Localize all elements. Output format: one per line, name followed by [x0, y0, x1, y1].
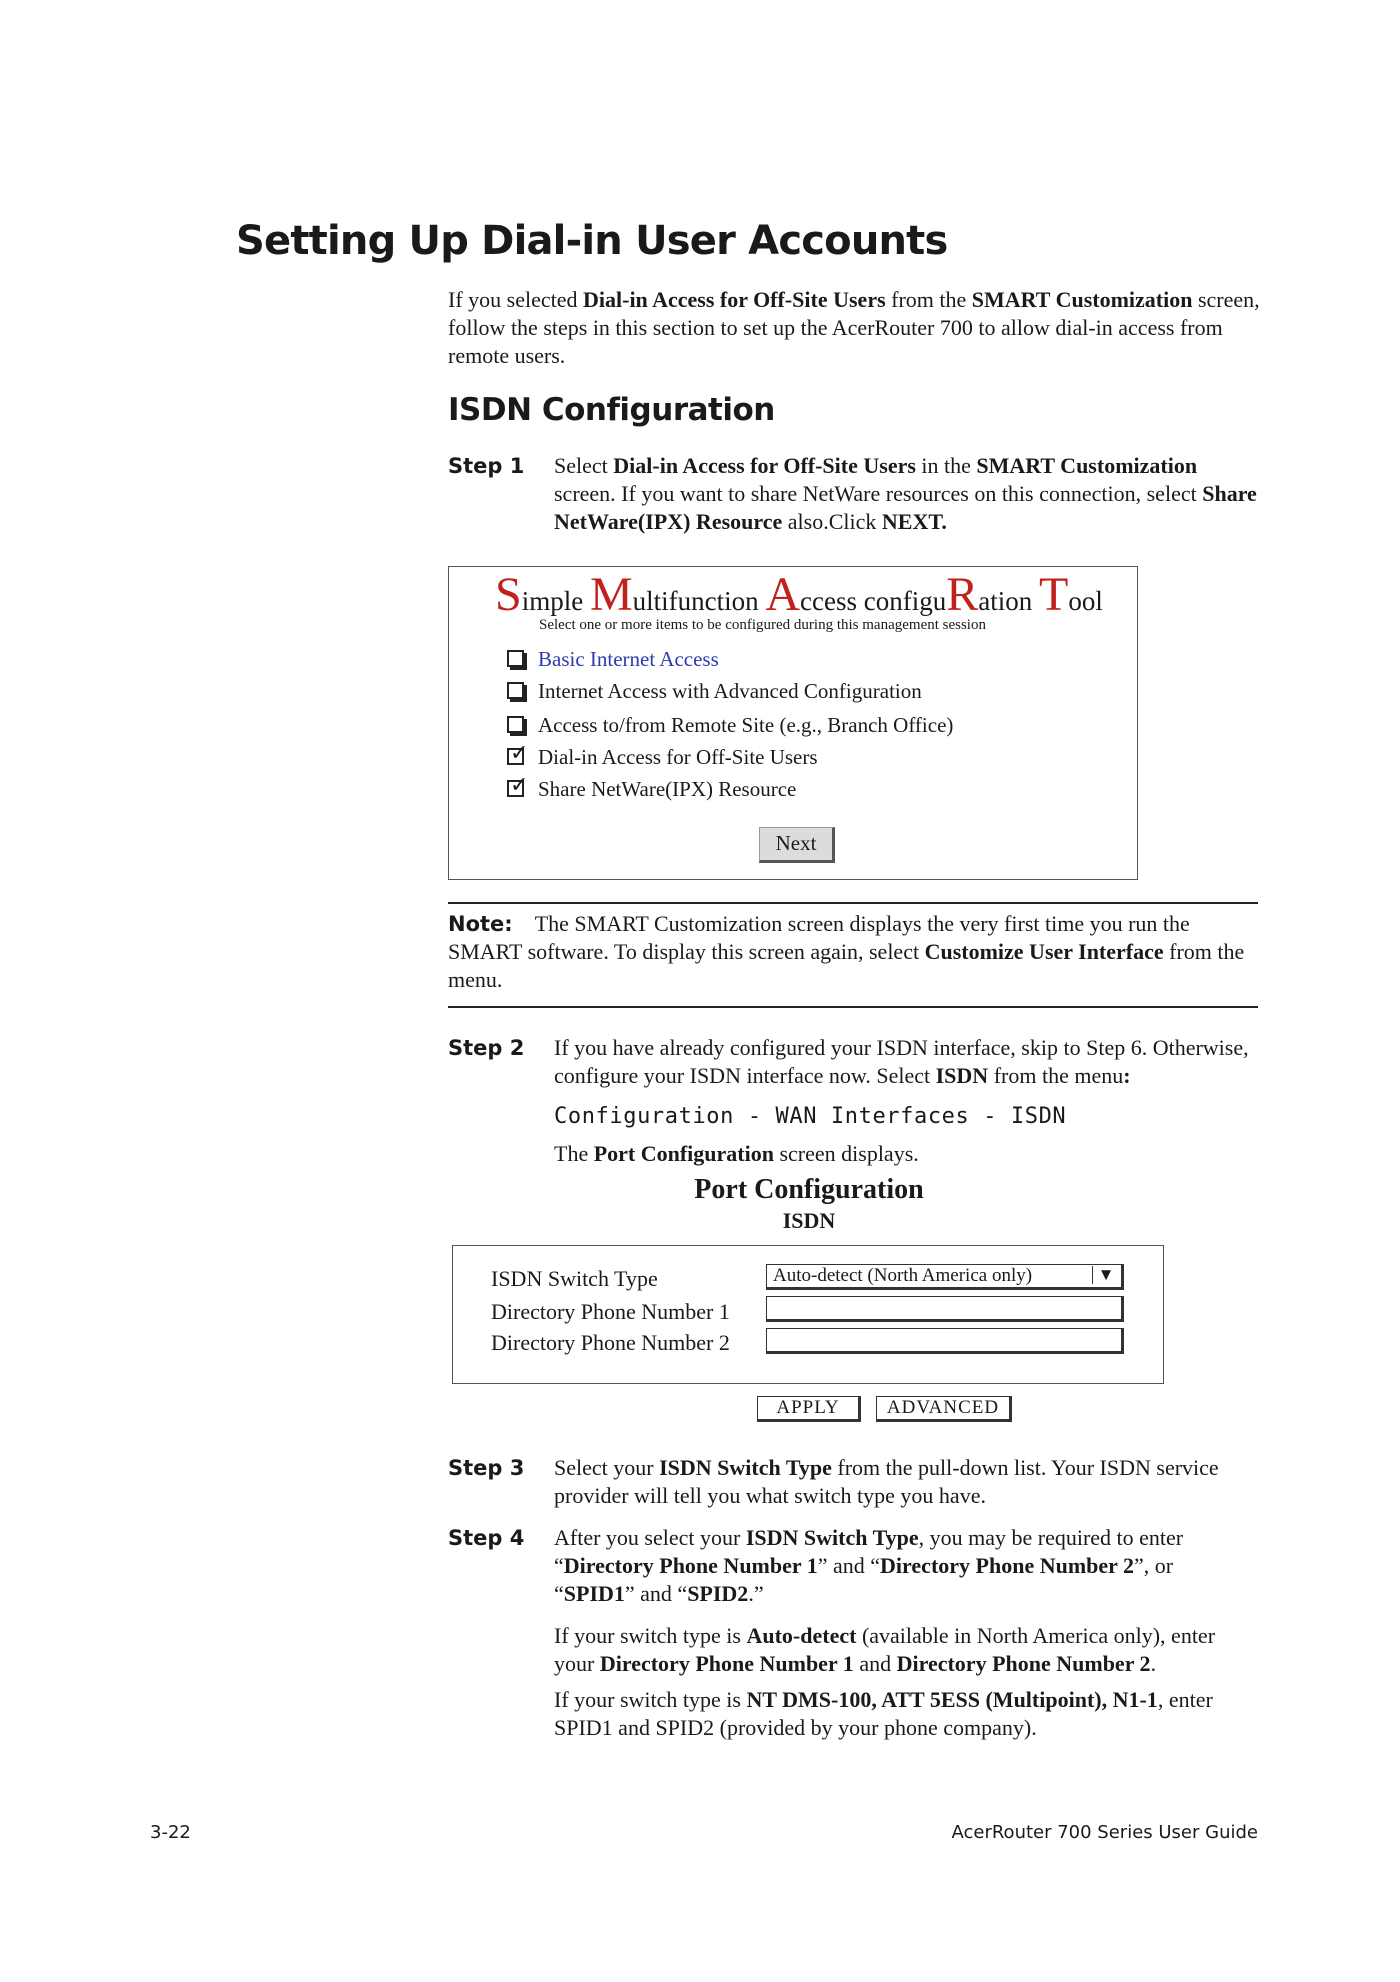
- port-config-displays-text: The Port Configuration screen displays.: [554, 1141, 919, 1166]
- port-config-title: Port Configuration: [694, 1174, 924, 1205]
- step4-text: After you select your ISDN Switch Type, you may be required to enter “Directory Phone Number 1” and “Directory Phone Number 2”, or “SPID1” and “SPID2.”: [554, 1525, 1184, 1606]
- menu-path: Configuration - WAN Interfaces - ISDN: [554, 1104, 1067, 1129]
- checkbox-unchecked-icon[interactable]: [507, 716, 524, 733]
- step3-label: Step 3: [448, 1456, 525, 1480]
- guide-title: AcerRouter 700 Series User Guide: [951, 1822, 1258, 1843]
- switch-type-value: Auto-detect (North America only): [773, 1265, 1033, 1286]
- note-top-rule: [448, 902, 1258, 904]
- isdn-switch-type-select[interactable]: [766, 1264, 1124, 1290]
- checkbox-checked-icon[interactable]: ✓: [507, 748, 524, 765]
- phone2-label: Directory Phone Number 2: [491, 1330, 730, 1355]
- phone1-label: Directory Phone Number 1: [491, 1299, 730, 1324]
- apply-button[interactable]: APPLY: [757, 1396, 861, 1422]
- step1-text: Select Dial-in Access for Off-Site Users in the SMART Customization screen. If you want to share NetWare resources on this connection, select Share NetWare(IPX) Resource also.Click NEXT.: [554, 453, 1257, 534]
- step3-text: Select your ISDN Switch Type from the pull-down list. Your ISDN service provider will tell you what switch type you have.: [554, 1455, 1219, 1508]
- checkbox-checked-icon[interactable]: ✓: [507, 780, 524, 797]
- port-config-subtitle: ISDN: [782, 1208, 836, 1233]
- option-remote-site[interactable]: Access to/from Remote Site (e.g., Branch Office): [507, 713, 953, 738]
- intro-paragraph: If you selected Dial-in Access for Off-Site Users from the SMART Customization screen, follow the steps in this section to set up the AcerRouter 700 to allow dial-in access from remote users.: [448, 287, 1260, 368]
- page-number: 3-22: [150, 1822, 191, 1843]
- option-basic-internet-access[interactable]: Basic Internet Access: [507, 647, 719, 672]
- dropdown-arrow-icon[interactable]: ▼: [1092, 1266, 1119, 1284]
- step4-auto-detect-text: If your switch type is Auto-detect (available in North America only), enter your Directory Phone Number 1 and Directory Phone Number 2.: [554, 1623, 1216, 1676]
- isdn-switch-type-label: ISDN Switch Type: [491, 1266, 658, 1291]
- step4-label: Step 4: [448, 1526, 525, 1550]
- section-title: Setting Up Dial-in User Accounts: [236, 218, 948, 264]
- checkbox-unchecked-icon[interactable]: [507, 682, 524, 699]
- smart-title: Simple Multifunction Access configuRation Tool: [495, 568, 1103, 621]
- smart-customization-panel: [448, 566, 1138, 880]
- checkbox-unchecked-icon[interactable]: [507, 650, 524, 667]
- smart-subtitle: Select one or more items to be configured during this management session: [539, 617, 986, 633]
- subsection-title: ISDN Configuration: [448, 392, 775, 428]
- port-config-panel: [452, 1245, 1164, 1384]
- option-dial-in-access[interactable]: ✓ Dial-in Access for Off-Site Users: [507, 745, 818, 770]
- step2-label: Step 2: [448, 1036, 525, 1060]
- step1-label: Step 1: [448, 454, 525, 478]
- phone1-input[interactable]: [766, 1296, 1124, 1322]
- note-label: Note:: [448, 912, 513, 936]
- step2-text: If you have already configured your ISDN interface, skip to Step 6. Otherwise, configure your ISDN interface now. Select ISDN from the menu:: [554, 1035, 1249, 1088]
- note: Note: The SMART Customization screen displays the very first time you run the SMART software. To display this screen again, select Customize User Interface from the menu.: [448, 911, 1245, 992]
- advanced-button[interactable]: ADVANCED: [876, 1396, 1012, 1422]
- phone2-input[interactable]: [766, 1328, 1124, 1354]
- step4-spid-text: If your switch type is NT DMS-100, ATT 5ESS (Multipoint), N1-1, enter SPID1 and SPID2 (provided by your phone company).: [554, 1687, 1213, 1740]
- next-button[interactable]: Next: [759, 827, 835, 863]
- note-bottom-rule: [448, 1006, 1258, 1008]
- option-share-netware[interactable]: ✓ Share NetWare(IPX) Resource: [507, 777, 796, 802]
- option-internet-advanced[interactable]: Internet Access with Advanced Configuration: [507, 679, 922, 704]
